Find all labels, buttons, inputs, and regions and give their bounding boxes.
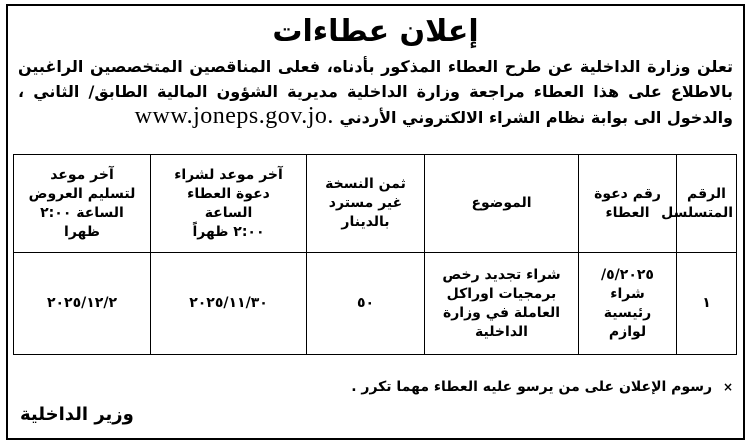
cell-subject: شراء تجديد رخص برمجيات اوراكل العاملة في وزارة الداخلية	[425, 253, 579, 355]
fees-note	[351, 379, 733, 395]
table-header-row	[14, 155, 737, 253]
header-last-submission-date: آخر موعد لتسليم العروض الساعة ٢:٠٠ ظهرا	[14, 155, 151, 253]
announcement-frame	[6, 4, 745, 440]
cell-serial: ١	[677, 253, 737, 355]
signature: وزير الداخلية	[20, 404, 134, 425]
portal-url: www.joneps.gov.jo.	[134, 103, 334, 129]
note-text: رسوم الإعلان على من يرسو عليه العطاء مهما تكرر .	[351, 379, 713, 395]
cell-copy-price: ٥٠	[307, 253, 425, 355]
header-subject: الموضوع	[425, 155, 579, 253]
tenders-table	[13, 154, 737, 355]
header-last-purchase-date: آخر موعد لشراء دعوة العطاء الساعة ٢:٠٠ ظهراً	[151, 155, 307, 253]
announcement-title: إعلان عطاءات	[272, 14, 479, 49]
cell-last-purchase-date: ٢٠٢٥/١١/٣٠	[151, 253, 307, 355]
note-bullet-icon: ×	[722, 380, 733, 394]
header-copy-price: ثمن النسخة غير مسترد بالدينار	[307, 155, 425, 253]
intro-text: تعلن وزارة الداخلية عن طرح العطاء المذكور بأدناه، فعلى المناقصين المتخصصين الراغبين بالاطلاع على هذا العطاء مراجعة وزارة الداخلية مديرية الشؤون المالية الطابق/ الثاني ، والدخول الى بوابة نظام الشراء الالكتروني الأردني	[18, 57, 733, 127]
cell-tender-number: ٥/٢٠٢٥/ شراء رئيسية لوازم	[579, 253, 677, 355]
table-row	[14, 253, 737, 355]
announcement-intro	[8, 54, 743, 130]
header-tender-number: رقم دعوة العطاء	[579, 155, 677, 253]
header-serial: الرقم المتسلسل	[677, 155, 737, 253]
cell-last-submission-date: ٢٠٢٥/١٢/٢	[14, 253, 151, 355]
